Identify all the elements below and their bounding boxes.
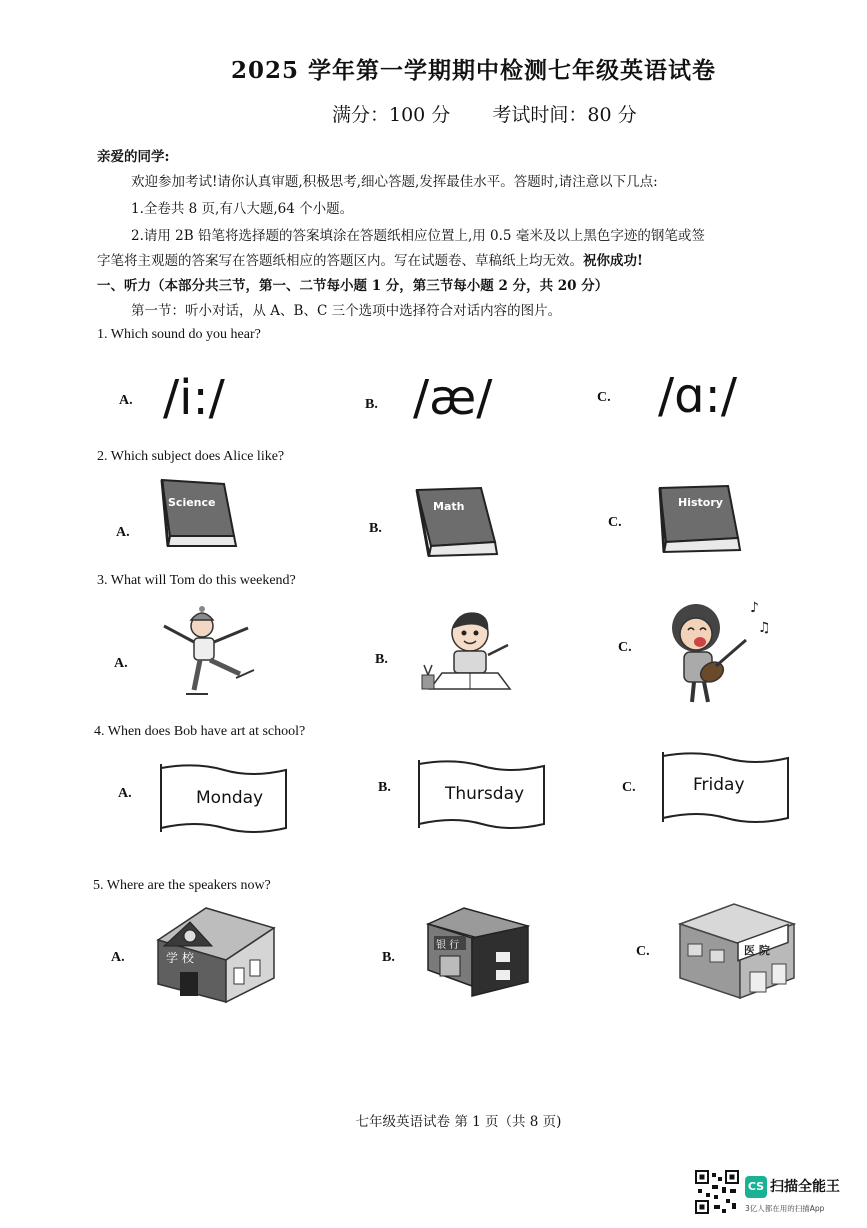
instruction-line-2: 1.全卷共 8 页,有八大题,64 个小题。: [131, 201, 354, 217]
question-3-stem: 3. What will Tom do this weekend?: [97, 573, 296, 588]
science-book-icon: [154, 476, 240, 554]
q5-option-b-label: B.: [382, 950, 395, 965]
q1-option-c-label: C.: [597, 390, 611, 405]
page-footer: 七年级英语试卷 第 1 页（共 8 页): [355, 1114, 562, 1130]
exam-meta: [332, 100, 673, 127]
q5-option-a-text: 学 校: [166, 951, 194, 965]
exam-time: 考试时间：80 分: [492, 104, 637, 126]
q2-option-a-text: Science: [168, 496, 216, 509]
qr-code-icon: [695, 1170, 739, 1214]
boy-doing-homework-illustration: [418, 603, 522, 695]
q1-option-a-ipa: /i:/: [163, 370, 225, 426]
instruction-line-3b-text: 字笔将主观题的答案写在答题纸相应的答题区内。写在试题卷、草稿纸上均无效。: [97, 253, 583, 269]
q1-option-c-ipa: /ɑ:/: [658, 368, 737, 424]
school-building-illustration: [150, 902, 280, 1006]
q1-option-b-label: B.: [365, 397, 378, 412]
q5-option-c-label: C.: [636, 944, 650, 959]
q2-option-a-label: A.: [116, 525, 130, 540]
full-score: 满分：100 分: [332, 104, 451, 126]
q5-option-b-text: 银 行: [436, 940, 460, 951]
exam-title: 2025 学年第一学期期中检测七年级英语试卷: [230, 57, 717, 84]
q1-option-a-label: A.: [119, 393, 133, 408]
svg-text:♪: ♪: [750, 600, 759, 616]
question-4-stem: 4. When does Bob have art at school?: [94, 724, 306, 739]
ice-skating-boy-illustration: [156, 604, 260, 702]
q2-option-c-label: C.: [608, 515, 622, 530]
q5-option-c-text: 医 院: [744, 944, 770, 957]
question-2-stem: 2. Which subject does Alice like?: [97, 449, 285, 464]
math-book-icon: [411, 484, 501, 562]
svg-text:♫: ♫: [758, 620, 771, 636]
section-heading-listening: 一、听力（本部分共三节，第一、二节每小题 1 分，第三节每小题 2 分，共 20 分）: [97, 278, 609, 294]
instruction-line-3a: 2.请用 2B 铅笔将选择题的答案填涂在答题纸相应位置上,用 0.5 毫米及以上黑色字迹的钢笔或签: [131, 228, 705, 244]
question-1-stem: 1. Which sound do you hear?: [97, 327, 261, 342]
q4-option-c-text: Friday: [693, 775, 745, 795]
q4-option-c-label: C.: [622, 780, 636, 795]
q2-option-b-label: B.: [369, 521, 382, 536]
q4-option-b-label: B.: [378, 780, 391, 795]
scanner-tagline: 3亿人都在用的扫描App: [745, 1204, 825, 1213]
q3-option-a-label: A.: [114, 656, 128, 671]
part1-instruction: 第一节：听小对话，从 A、B、C 三个选项中选择符合对话内容的图片。: [131, 303, 562, 319]
boy-playing-guitar-illustration: [654, 596, 774, 706]
q2-option-c-text: History: [678, 496, 723, 509]
q4-option-a-label: A.: [118, 786, 132, 801]
instruction-line-3b: [97, 251, 643, 271]
greeting: 亲爱的同学:: [97, 149, 170, 165]
good-luck: 祝你成功!: [583, 253, 643, 269]
question-5-stem: 5. Where are the speakers now?: [93, 878, 271, 893]
history-book-icon: [654, 482, 744, 558]
q1-option-b-ipa: /æ/: [413, 370, 493, 426]
q4-option-b-text: Thursday: [445, 784, 525, 804]
q3-option-b-label: B.: [375, 652, 388, 667]
bank-building-illustration: [424, 904, 534, 998]
q3-option-c-label: C.: [618, 640, 632, 655]
scanner-app-name: 扫描全能王: [770, 1179, 840, 1195]
instruction-line-1: 欢迎参加考试!请你认真审题,积极思考,细心答题,发挥最佳水平。答题时,请注意以下几点:: [131, 174, 658, 190]
hospital-building-illustration: [674, 898, 800, 1002]
q4-option-a-text: Monday: [196, 788, 264, 808]
q5-option-a-label: A.: [111, 950, 125, 965]
q2-option-b-text: Math: [433, 500, 465, 513]
camscanner-logo: CS: [745, 1176, 767, 1198]
